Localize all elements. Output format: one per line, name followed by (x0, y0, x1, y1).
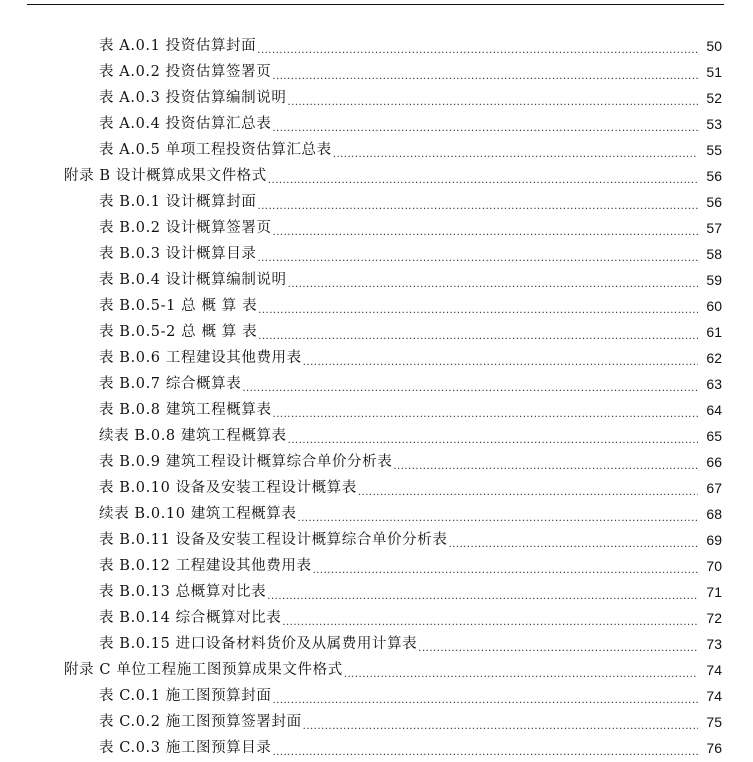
toc-entry-page: 75 (706, 714, 722, 730)
toc-entry-page: 74 (706, 662, 722, 678)
toc-entry-title: 附录 C 单位工程施工图预算成果文件格式 (64, 662, 343, 678)
toc-dot-leader (333, 137, 698, 163)
toc-entry-title: 表 B.0.8 建筑工程概算表 (99, 402, 272, 418)
toc-entry[interactable] (0, 371, 753, 397)
toc-dot-leader (358, 475, 698, 501)
toc-entry[interactable] (0, 735, 753, 761)
toc-entry-title: 表 B.0.9 建筑工程设计概算综合单价分析表 (99, 454, 393, 470)
toc-entry-title: 表 C.0.2 施工图预算签署封面 (99, 714, 302, 730)
toc-entry-page: 71 (706, 584, 722, 600)
toc-entry-page: 56 (706, 168, 722, 184)
toc-entry[interactable] (0, 319, 753, 345)
toc-dot-leader (257, 33, 698, 59)
toc-entry-title: 表 B.0.14 综合概算对比表 (99, 610, 282, 626)
toc-entry-page: 64 (706, 402, 722, 418)
toc-entry-page: 63 (706, 376, 722, 392)
toc-appendix-heading[interactable] (0, 657, 753, 683)
toc-entry-title: 表 B.0.15 进口设备材料货价及从属费用计算表 (99, 636, 418, 652)
toc-entry[interactable] (0, 449, 753, 475)
toc-entry-title: 续表 B.0.8 建筑工程概算表 (99, 428, 287, 444)
toc-entry[interactable] (0, 59, 753, 85)
toc-dot-leader (288, 267, 698, 293)
toc-entry-title: 表 A.0.3 投资估算编制说明 (99, 90, 287, 106)
toc-dot-leader (242, 371, 698, 397)
toc-entry-title: 附录 B 设计概算成果文件格式 (64, 168, 267, 184)
toc-entry[interactable] (0, 527, 753, 553)
toc-entry[interactable] (0, 137, 753, 163)
table-of-contents (0, 33, 753, 761)
toc-dot-leader (313, 553, 698, 579)
toc-entry-page: 70 (706, 558, 722, 574)
toc-entry[interactable] (0, 397, 753, 423)
toc-entry[interactable] (0, 423, 753, 449)
toc-dot-leader (288, 423, 698, 449)
toc-dot-leader (258, 293, 698, 319)
toc-dot-leader (258, 319, 698, 345)
toc-entry-page: 51 (706, 64, 722, 80)
toc-entry-page: 73 (706, 636, 722, 652)
toc-dot-leader (287, 85, 698, 111)
toc-entry-page: 53 (706, 116, 722, 132)
toc-entry-page: 55 (706, 142, 722, 158)
toc-dot-leader (344, 657, 698, 683)
toc-dot-leader (303, 709, 698, 735)
toc-dot-leader (272, 735, 698, 761)
toc-dot-leader (272, 59, 698, 85)
toc-entry[interactable] (0, 683, 753, 709)
toc-entry-page: 59 (706, 272, 722, 288)
toc-dot-leader (418, 631, 698, 657)
toc-entry-page: 56 (706, 194, 722, 210)
toc-entry-title: 表 B.0.7 综合概算表 (99, 376, 242, 392)
toc-dot-leader (268, 163, 698, 189)
toc-entry-title: 续表 B.0.10 建筑工程概算表 (99, 506, 297, 522)
toc-dot-leader (257, 241, 698, 267)
toc-entry-page: 65 (706, 428, 722, 444)
toc-entry-title: 表 B.0.12 工程建设其他费用表 (99, 558, 312, 574)
toc-entry-title: 表 A.0.5 单项工程投资估算汇总表 (99, 142, 332, 158)
toc-entry-title: 表 B.0.11 设备及安装工程设计概算综合单价分析表 (99, 532, 448, 548)
toc-dot-leader (273, 397, 698, 423)
toc-entry[interactable] (0, 293, 753, 319)
toc-entry[interactable] (0, 631, 753, 657)
toc-entry-page: 58 (706, 246, 722, 262)
toc-entry-title: 表 B.0.3 设计概算目录 (99, 246, 257, 262)
toc-entry[interactable] (0, 85, 753, 111)
toc-entry[interactable] (0, 241, 753, 267)
toc-dot-leader (393, 449, 698, 475)
toc-entry-page: 76 (706, 740, 722, 756)
toc-dot-leader (297, 501, 698, 527)
toc-appendix-heading[interactable] (0, 163, 753, 189)
toc-entry-page: 52 (706, 90, 722, 106)
toc-dot-leader (267, 579, 698, 605)
toc-entry-page: 68 (706, 506, 722, 522)
toc-entry[interactable] (0, 345, 753, 371)
toc-entry[interactable] (0, 553, 753, 579)
toc-entry[interactable] (0, 579, 753, 605)
toc-entry-title: 表 B.0.1 设计概算封面 (99, 194, 257, 210)
toc-entry-title: 表 B.0.2 设计概算签署页 (99, 220, 272, 236)
toc-entry[interactable] (0, 267, 753, 293)
toc-entry-page: 61 (706, 324, 722, 340)
toc-entry-title: 表 B.0.5-1 总 概 算 表 (99, 298, 258, 314)
toc-dot-leader (272, 111, 698, 137)
toc-entry[interactable] (0, 33, 753, 59)
toc-entry[interactable] (0, 501, 753, 527)
toc-entry-page: 50 (706, 38, 722, 54)
toc-entry-title: 表 C.0.1 施工图预算封面 (99, 688, 272, 704)
toc-entry[interactable] (0, 111, 753, 137)
toc-entry[interactable] (0, 215, 753, 241)
toc-entry-title: 表 A.0.2 投资估算签署页 (99, 64, 272, 80)
toc-entry-title: 表 B.0.13 总概算对比表 (99, 584, 267, 600)
toc-entry-title: 表 B.0.10 设备及安装工程设计概算表 (99, 480, 357, 496)
toc-entry-page: 57 (706, 220, 722, 236)
toc-entry-page: 60 (706, 298, 722, 314)
toc-entry-page: 66 (706, 454, 722, 470)
toc-entry-page: 74 (706, 688, 722, 704)
toc-dot-leader (272, 683, 698, 709)
toc-entry-title: 表 C.0.3 施工图预算目录 (99, 740, 272, 756)
toc-entry-page: 62 (706, 350, 722, 366)
toc-dot-leader (448, 527, 698, 553)
toc-entry[interactable] (0, 605, 753, 631)
toc-dot-leader (282, 605, 698, 631)
toc-entry-title: 表 B.0.4 设计概算编制说明 (99, 272, 287, 288)
toc-entry-title: 表 A.0.1 投资估算封面 (99, 38, 257, 54)
toc-dot-leader (257, 189, 698, 215)
toc-entry-page: 69 (706, 532, 722, 548)
toc-entry-title: 表 B.0.6 工程建设其他费用表 (99, 350, 302, 366)
toc-entry-page: 67 (706, 480, 722, 496)
toc-entry[interactable] (0, 475, 753, 501)
toc-dot-leader (273, 215, 698, 241)
toc-entry-title: 表 B.0.5-2 总 概 算 表 (99, 324, 258, 340)
toc-entry-page: 72 (706, 610, 722, 626)
toc-dot-leader (303, 345, 698, 371)
toc-entry[interactable] (0, 189, 753, 215)
toc-entry-title: 表 A.0.4 投资估算汇总表 (99, 116, 272, 132)
toc-entry[interactable] (0, 709, 753, 735)
top-rule (27, 4, 724, 5)
